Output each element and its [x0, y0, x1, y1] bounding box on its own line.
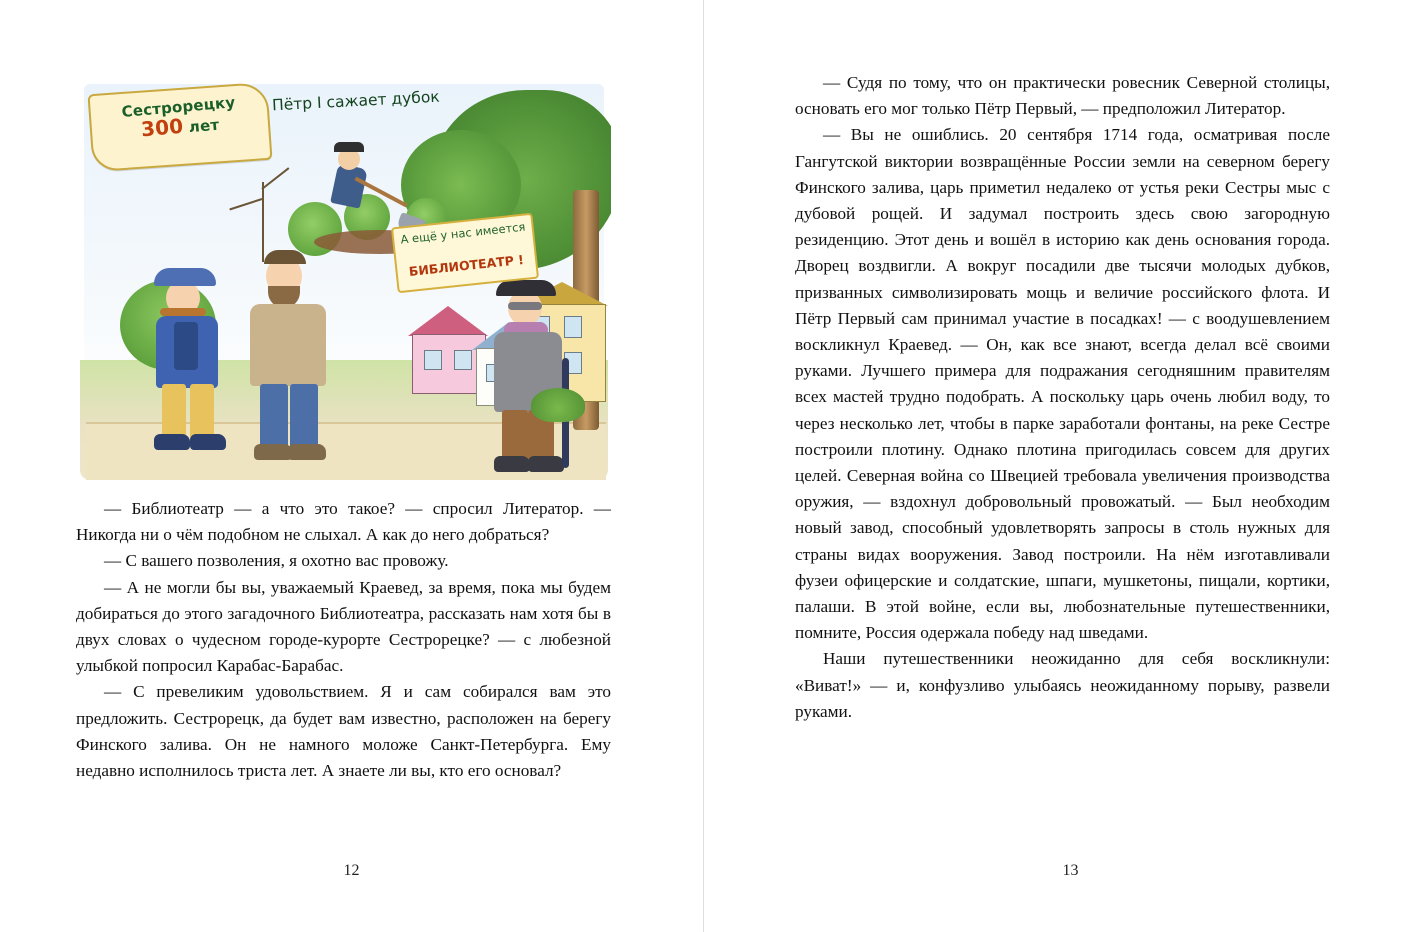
bush-icon: [531, 388, 585, 422]
illustration: [76, 70, 611, 480]
paragraph: — Судя по тому, что он практически ровесник Северной столицы, основать его мог только Пётр Первый, — предположил Литератор.: [795, 73, 1330, 119]
leg: [162, 384, 186, 440]
banner-scroll: [87, 82, 272, 172]
paragraph: — Библиотеатр — а что это такое? — спросил Литератор. — Никогда ни о чём подобном не слыхал. А как до него добраться?: [76, 499, 611, 545]
sign-line-2: БИБЛИОТЕАТР !: [408, 251, 525, 279]
leg: [290, 384, 318, 450]
page-number-right: 13: [1062, 862, 1079, 879]
shoe: [254, 444, 292, 460]
illustration-caption: Пётр I сажает дубок: [271, 87, 441, 115]
character-karabas-barabas: [140, 258, 236, 458]
page-number-left: 12: [343, 862, 360, 879]
leg: [190, 384, 214, 440]
window: [424, 350, 442, 370]
paragraph: — Вы не ошиблись. 20 сентября 1714 года, осматривая после Гангутской виктории возвращённые России земли на северном берегу Финского залива, царь приметил недалеко от устья реки Сестры мыс с дубовой рощей. И задумал построить здесь свою загородную резиденцию. Этот день и вошёл в историю как день основания города. Дворец воздвигли. А вокруг посадили две тысячи молодых дубков, призванных символизировать мощь и величие российского флота. И Пётр Первый сам принимал участие в посадках! — с воодушевлением воскликнул Краевед. — Он, как все знают, всегда делал всё своими руками. Лучшего примера для подражания сегодняшним правителям всех мастей трудно подобрать. А поскольку царь очень любил воду, то через несколько лет, чтобы в парке заработали фонтаны, на реке Сестре построили плотину. Однако плотина пригодилась совсем для других целей. Северная война со Швецией требовала увеличения производства оружия, — вздохнул добровольный провожатый. — Был необходим новый завод, способный удовлетворять запросы в столь нужных для страны видах вооружения. Завод построили. На нём изготавливали фузеи офицерские и солдатские, шпаги, мушкетоны, пищали, кортики, палаши. В этой войне, если вы, любознательные путешественники, помните, Россия одержала победу над шведами.: [795, 125, 1330, 643]
paragraph: — С вашего позволения, я охотно вас провожу.: [104, 551, 449, 571]
banner-line-2: 300: [140, 113, 185, 142]
sign-line-1: А ещё у нас имеется: [399, 219, 527, 247]
torso-sweater: [250, 304, 326, 386]
character-literator: [236, 242, 340, 464]
leg: [502, 410, 528, 462]
hat: [154, 268, 216, 286]
banner-text: [90, 90, 269, 145]
character-kraeved: [468, 266, 586, 478]
shoe: [494, 456, 530, 472]
paragraph: Наши путешественники неожиданно для себя воскликнули: «Виват!» — и, конфузливо улыбаясь неожиданному порыву, развели руками.: [795, 649, 1330, 721]
hair: [264, 250, 306, 264]
shoe: [528, 456, 564, 472]
paragraph: — С превеликим удовольствием. Я и сам собирался вам это предложить. Сестрорецк, да будет вам известно, расположен на берегу Финского залива. Он не намного моложе Санкт-Петербурга. Ему недавно исполнилось триста лет. А знаете ли вы, кто его основал?: [76, 682, 611, 781]
shoe: [154, 434, 190, 450]
leg: [260, 384, 288, 450]
vest: [174, 322, 198, 370]
paragraph: — А не могли бы вы, уважаемый Краевед, за время, пока мы будем добираться до этого загадочного Библиотеатра, рассказать нам хотя бы в двух словах о чудесном городе-курорте Сестрорецке? — с любезной улыбкой попросил Карабас-Барабас.: [76, 577, 611, 676]
right-page: [703, 0, 1406, 932]
glasses-icon: [508, 302, 542, 310]
peter-the-great-hat: [334, 142, 364, 152]
banner-line-1: Сестрорецку: [120, 93, 236, 121]
moustache: [160, 308, 206, 316]
shoe: [190, 434, 226, 450]
shoe: [288, 444, 326, 460]
hat: [496, 280, 556, 296]
banner-line-3: лет: [188, 115, 221, 137]
